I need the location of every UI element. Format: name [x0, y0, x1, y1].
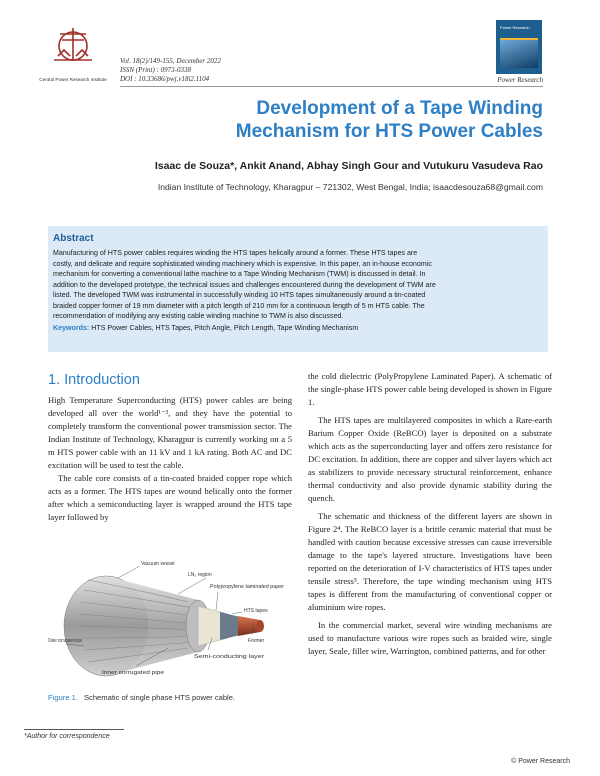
- abstract-heading: Abstract: [53, 233, 94, 244]
- keywords-list: HTS Power Cables, HTS Tapes, Pitch Angle, Pitch Length, Tape Winding Mechanism: [91, 323, 359, 332]
- paragraph: The HTS tapes are multilayered composites in which a Rare-earth Barium Copper Oxide (ReBCO) layer is deposited on a substrate which acts as the superconducting layer and offers zero resistance for DC excitation. In addition, there are copper and silver layers which act as stabilizers to provide necessary structural reinforcement, enhance thermal conductivity and also provide dynamic stability during the quench.: [308, 415, 552, 503]
- figure-1-caption: [48, 693, 292, 702]
- figure-1-caption-text: Schematic of single phase HTS power cable.: [83, 693, 236, 702]
- abstract-line: listed. The developed TWM was instrumental in successfully winding 10 HTS tapes simultaneously around a tin-coated: [53, 291, 426, 300]
- abstract-box: [48, 226, 548, 352]
- cpri-emblem-icon: [38, 20, 108, 70]
- title-line-2: Mechanism for HTS Power Cables: [235, 121, 543, 142]
- left-column: [48, 394, 292, 524]
- label-semiconducting-layer: Semi-conducting layer: [194, 654, 265, 660]
- paragraph: In the commercial market, several wire winding mechanisms are used to manufacture various wire ropes such as braided wire, single layer, Seale, filler wire, Warrington, combined patterns, and for other: [308, 620, 552, 656]
- volume-info: Vol. 18(2)/149-155, December 2022: [120, 57, 221, 65]
- author-list: Isaac de Souza*, Ankit Anand, Abhay Singh Gour and Vutukuru Vasudeva Rao: [154, 160, 543, 172]
- journal-name: Power Research: [497, 76, 543, 84]
- header-rule: [120, 86, 543, 87]
- outer-corrugated-pipe: [64, 576, 198, 676]
- keywords-label: Keywords:: [53, 323, 90, 332]
- abstract-line: mechanism for converting a conventional lathe machine to a Tape Winding Mechanism (TWM) is discussed in detail. In: [53, 270, 426, 279]
- figure-1: [48, 556, 292, 686]
- abstract-line: braided copper former of 19 mm diameter with a pitch length of 210 mm for a continuous length of 5 m HTS cable. The: [53, 301, 425, 310]
- paragraph: High Temperature Superconducting (HTS) power cables are being developed all over the world¹⁻³, and they have the potential to completely transform the conventional power transmission sector. The Indian Institute of Technology, Kharagpur is currently working on a 5 m HTS power cable with an 11 kV and 1 kA rating. Both AC and DC excitation will be used to test the cable.: [48, 395, 292, 470]
- hts-cable-schematic: [48, 556, 292, 686]
- figure-1-label: Figure 1.: [48, 693, 78, 702]
- affiliation: Indian Institute of Technology, Kharagpur – 721302, West Bengal, India; isaacdesouza68@gmail.com: [157, 182, 543, 192]
- abstract-body: [53, 248, 541, 333]
- label-vacuum-vessel: Vacuum vessel: [141, 561, 175, 567]
- paragraph: the cold dielectric (PolyPropylene Laminated Paper). A schematic of the single-phase HTS power cable being developed is shown in Figure 1.: [308, 371, 552, 407]
- correspondence-note: *Author for correspondence: [24, 733, 110, 740]
- article-meta: [120, 57, 340, 84]
- footer-rule: [24, 729, 124, 730]
- section-heading-introduction: 1. Introduction: [48, 372, 140, 388]
- copyright: © Power Research: [511, 758, 570, 765]
- journal-cover-art: [500, 38, 538, 68]
- right-column: [308, 370, 552, 658]
- label-hts-tapes: HTS tapes: [244, 608, 268, 614]
- abstract-line: recommendation of modifying any existing cable winding machine to TWM is also discussed.: [53, 312, 344, 321]
- journal-cover: [496, 20, 542, 74]
- title-line-1: Development of a Tape Winding: [256, 98, 543, 119]
- label-outer-corrugated-pipe: Outer corrugated pipe: [48, 638, 83, 644]
- abstract-line: costly, and delicate and require sophisticated winding machinery which is expensive. In this paper, an in-house economic: [53, 259, 432, 268]
- paragraph: The cable core consists of a tin-coated braided copper rope which acts as a former. The HTS tapes are wound helically onto the former after which a semiconducting layer is wrapped around the HTS tape layer followed by: [48, 473, 292, 522]
- abstract-line: addition to the developed prototype, the technical issues and challenges encountered during the development of TWM are: [53, 280, 436, 289]
- article-title: [103, 97, 543, 143]
- label-pplp: Polypropylene laminated paper: [210, 584, 285, 590]
- logo-caption: Central Power Research Institute: [39, 77, 107, 82]
- keywords: [53, 323, 541, 334]
- label-inner-corrugated-pipe: Inner corrugated pipe: [102, 670, 165, 676]
- doi-info: DOI : 10.33686/pwj.v18i2.1104: [120, 75, 210, 83]
- cpri-logo: [38, 20, 108, 80]
- label-former: Former: [248, 638, 265, 644]
- journal-cover-title: Power Research: [500, 25, 530, 30]
- label-ln2-region: LN₂ region: [188, 572, 212, 578]
- former-end: [256, 620, 264, 632]
- abstract-line: Manufacturing of HTS power cables requires winding the HTS tapes helically around a former. These HTS tapes are: [53, 249, 418, 257]
- issn-info: ISSN (Print) : 0973-0338: [120, 66, 191, 74]
- paragraph: The schematic and thickness of the different layers are shown in Figure 2⁴. The ReBCO layer is a brittle ceramic material that must be handled with caution because excessive stresses can cause irreversible damage to the tape's layered structure. Investigations have been reported on the deterioration of I-V characteristics of HTS tapes under tensile stress⁵. Therefore, the tape winding mechanism using HTS tapes is different from the manufacturing of conventional copper or aluminium wire ropes.: [308, 511, 552, 612]
